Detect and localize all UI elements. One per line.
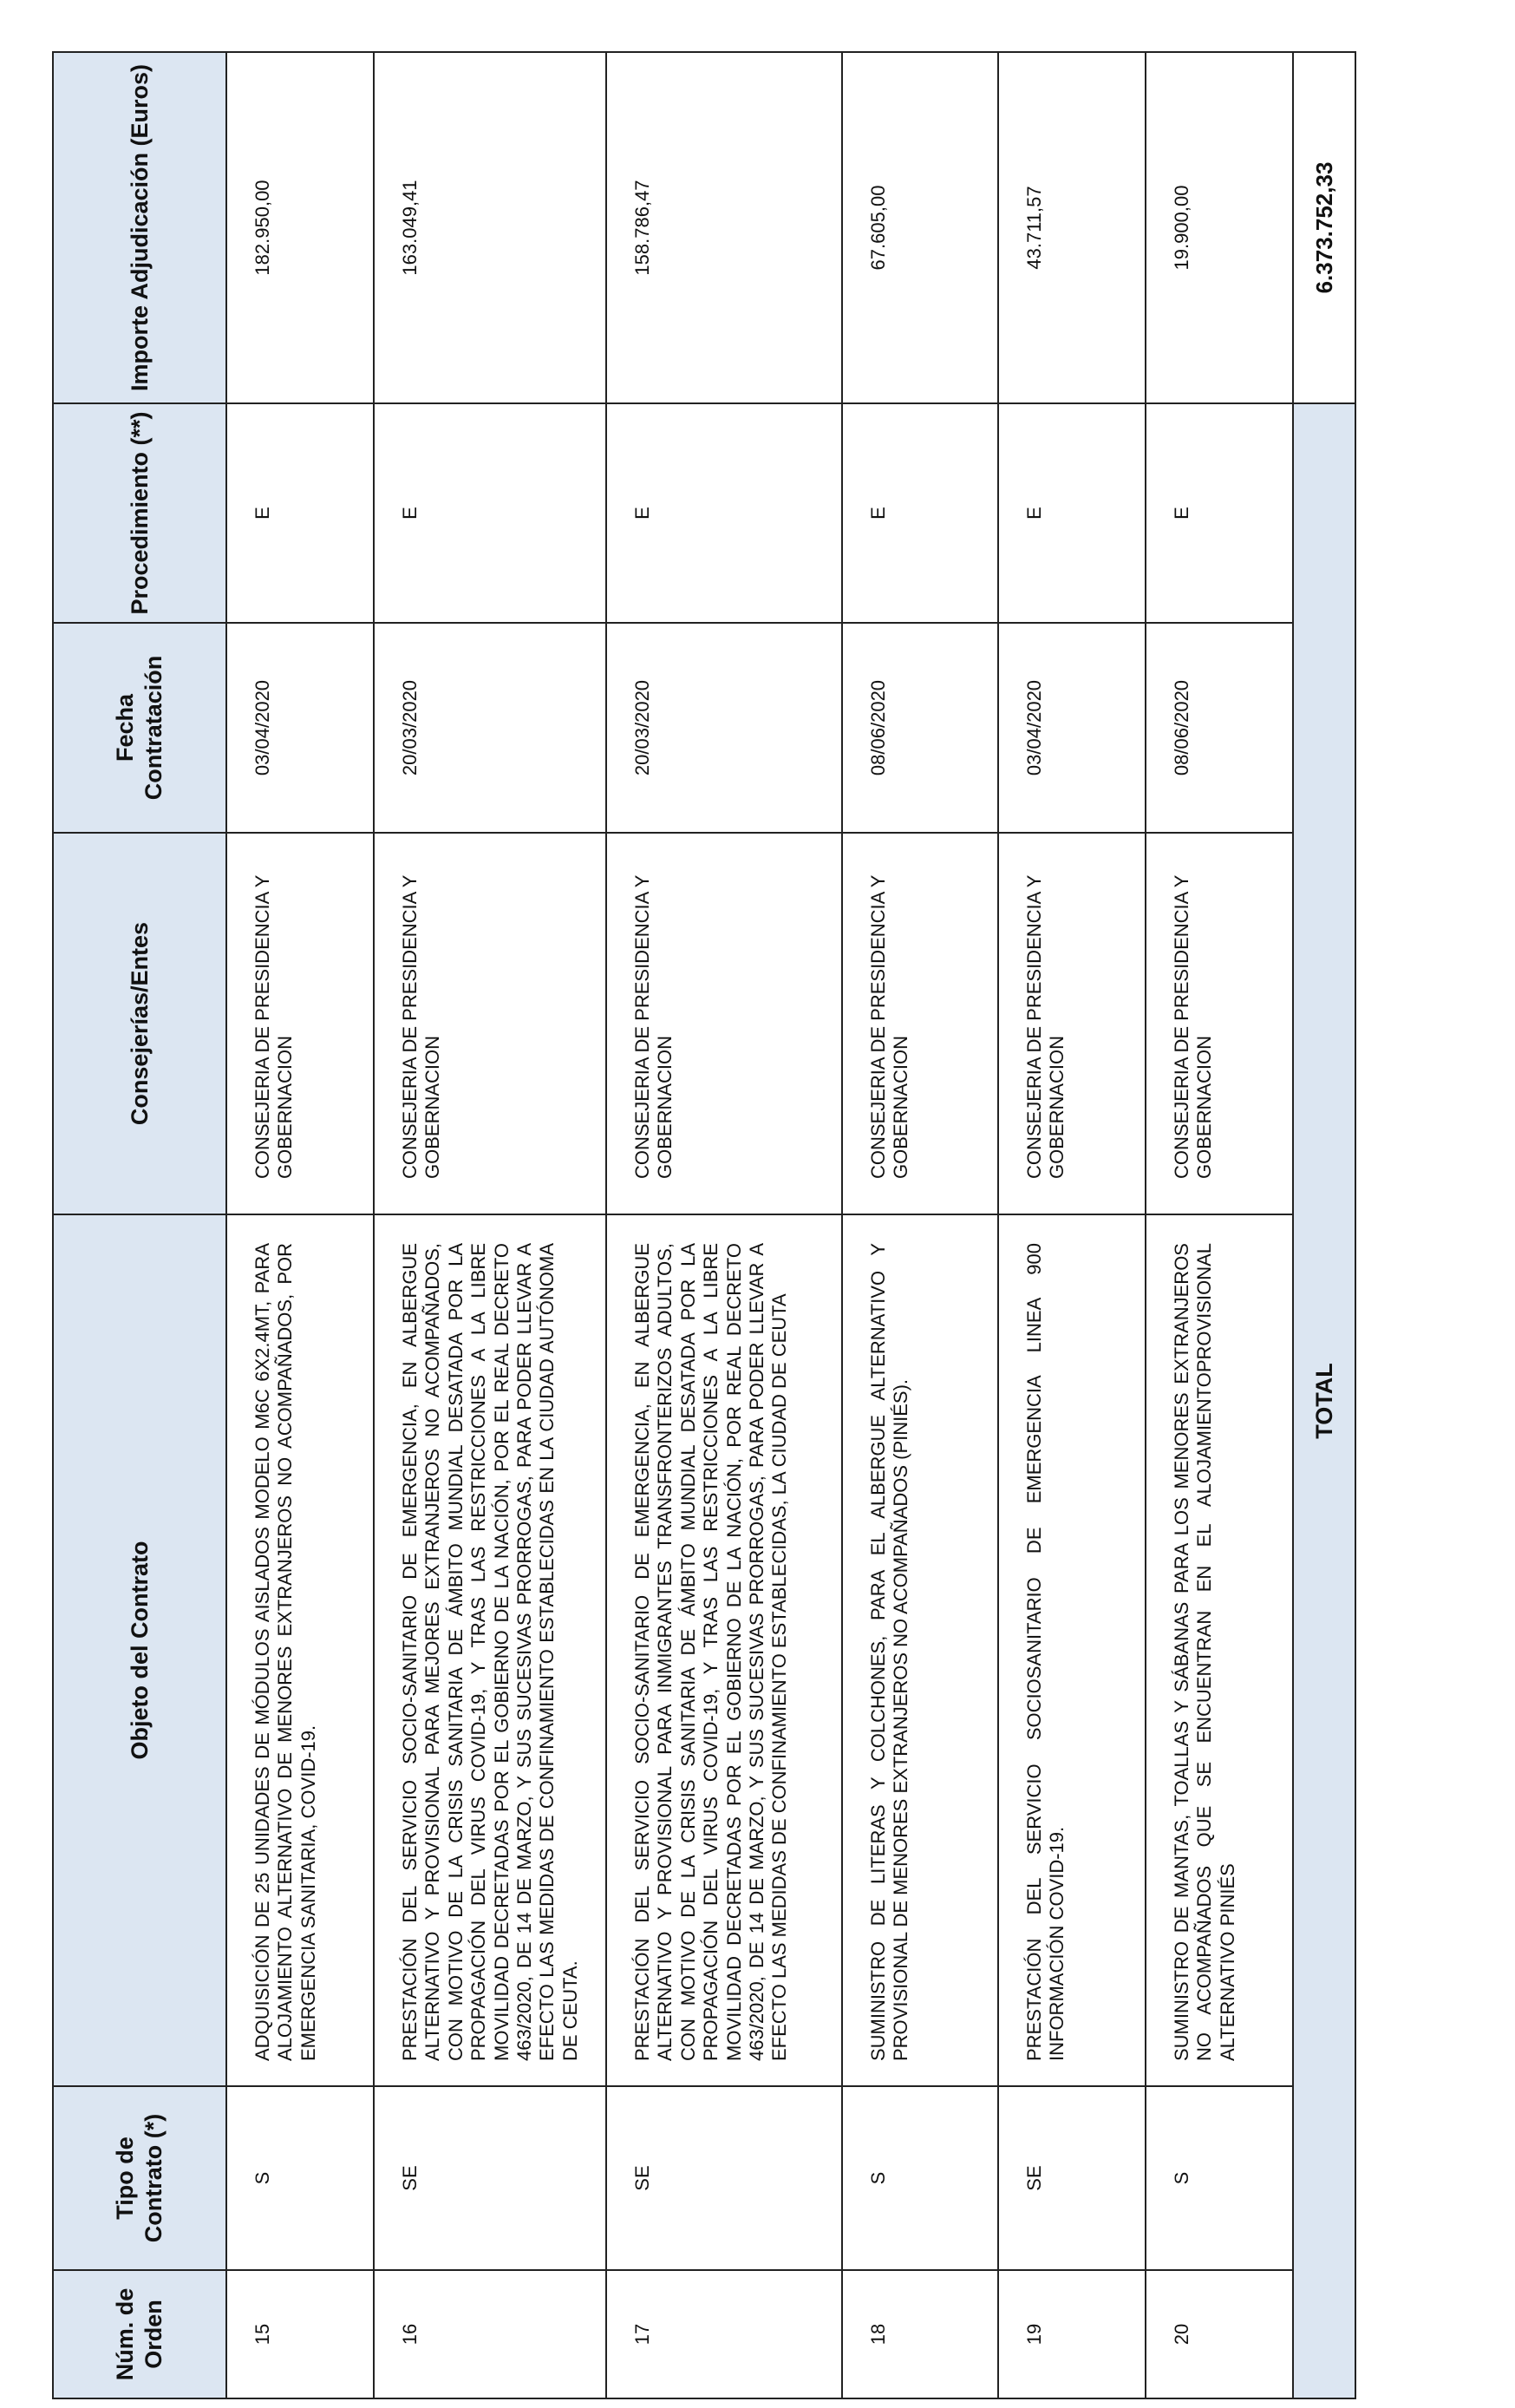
- cell-importe: 43.711,57: [998, 52, 1146, 403]
- cell-importe: 163.049,41: [374, 52, 606, 403]
- total-row: [1293, 52, 1355, 2398]
- header-tipo: Tipo de Contrato (*): [53, 2086, 226, 2270]
- cell-tipo: S: [842, 2086, 998, 2270]
- cell-objeto: PRESTACIÓN DEL SERVICIO SOCIO-SANITARIO DE EMERGENCIA, EN ALBERGUE ALTERNATIVO Y PROVISIONAL PARA MEJORES EXTRANJEROS NO ACOMPAÑADOS, CON MOTIVO DE LA CRISIS SANITARIA DE ÁMBITO MUNDIAL DESATADA POR LA PROPAGACIÓN DEL VIRUS COVID-19, Y TRAS LAS RESTRICCIONES A LA LIBRE MOVILIDAD DECRETADAS POR EL GOBIERNO DE LA NACIÓN, POR EL REAL DECRETO 463/2020, DE 14 DE MARZO, Y SUS SUCESIVAS PRORROGAS, PARA PODER LLEVAR A EFECTO LAS MEDIDAS DE CONFINAMIENTO ESTABLECIDAS EN LA CIUDAD AUTÓNOMA DE CEUTA.: [374, 1214, 606, 2086]
- cell-fecha: 08/06/2020: [1146, 623, 1293, 833]
- cell-fecha: 03/04/2020: [998, 623, 1146, 833]
- header-fecha: Fecha Contratación: [53, 623, 226, 833]
- header-ente: Consejerías/Entes: [53, 833, 226, 1214]
- cell-objeto: ADQUISICIÓN DE 25 UNIDADES DE MÓDULOS AISLADOS MODELO M6C 6X2.4MT, PARA ALOJAMIENTO ALTERNATIVO DE MENORES EXTRANJEROS NO ACOMPAÑADOS, POR EMERGENCIA SANITARIA, COVID-19.: [226, 1214, 374, 2086]
- cell-tipo: SE: [998, 2086, 1146, 2270]
- cell-fecha: 03/04/2020: [226, 623, 374, 833]
- cell-tipo: SE: [374, 2086, 606, 2270]
- cell-fecha: 08/06/2020: [842, 623, 998, 833]
- cell-ente: CONSEJERIA DE PRESIDENCIA Y GOBERNACION: [374, 833, 606, 1214]
- cell-procedimiento: E: [374, 403, 606, 623]
- table-row: [842, 52, 998, 2398]
- total-value: 6.373.752,33: [1293, 52, 1355, 403]
- cell-num: 15: [226, 2270, 374, 2398]
- header-num: Núm. de Orden: [53, 2270, 226, 2398]
- cell-importe: 158.786,47: [606, 52, 842, 403]
- header-objeto: Objeto del Contrato: [53, 1214, 226, 2086]
- cell-ente: CONSEJERIA DE PRESIDENCIA Y GOBERNACION: [1146, 833, 1293, 1214]
- header-procedimiento: Procedimiento (**): [53, 403, 226, 623]
- cell-procedimiento: E: [842, 403, 998, 623]
- cell-tipo: S: [1146, 2086, 1293, 2270]
- cell-importe: 67.605,00: [842, 52, 998, 403]
- cell-num: 19: [998, 2270, 1146, 2398]
- cell-tipo: S: [226, 2086, 374, 2270]
- cell-fecha: 20/03/2020: [374, 623, 606, 833]
- cell-ente: CONSEJERIA DE PRESIDENCIA Y GOBERNACION: [842, 833, 998, 1214]
- table-row: [374, 52, 606, 2398]
- table-row: [998, 52, 1146, 2398]
- table-row: [1146, 52, 1293, 2398]
- cell-importe: 182.950,00: [226, 52, 374, 403]
- cell-objeto: PRESTACIÓN DEL SERVICIO SOCIOSANITARIO DE EMERGENCIA LINEA 900 INFORMACIÓN COVID-19.: [998, 1214, 1146, 2086]
- cell-objeto: SUMINISTRO DE MANTAS, TOALLAS Y SÁBANAS PARA LOS MENORES EXTRANJEROS NO ACOMPAÑADOS QUE SE ENCUENTRAN EN EL ALOJAMIENTOPROVISIONAL ALTERNATIVO PINIÉS: [1146, 1214, 1293, 2086]
- cell-num: 20: [1146, 2270, 1293, 2398]
- cell-objeto: PRESTACIÓN DEL SERVICIO SOCIO-SANITARIO DE EMERGENCIA, EN ALBERGUE ALTERNATIVO Y PROVISIONAL PARA INMIGRANTES TRANSFRONTERIZOS ADULTOS, CON MOTIVO DE LA CRISIS SANITARIA DE ÁMBITO MUNDIAL DESATADA POR LA PROPAGACIÓN DEL VIRUS COVID-19, Y TRAS LAS RESTRICCIONES A LA LIBRE MOVILIDAD DECRETADAS POR EL GOBIERNO DE LA NACIÓN, POR REAL DECRETO 463/2020, DE 14 DE MARZO, Y SUS SUCESIVAS PRORROGAS, PARA PODER LLEVAR A EFECTO LAS MEDIDAS DE CONFINAMIENTO ESTABLECIDAS, LA CIUDAD DE CEUTA: [606, 1214, 842, 2086]
- cell-tipo: SE: [606, 2086, 842, 2270]
- cell-importe: 19.900,00: [1146, 52, 1293, 403]
- cell-num: 17: [606, 2270, 842, 2398]
- contracts-table: [52, 51, 1356, 2399]
- table-row: [226, 52, 374, 2398]
- cell-procedimiento: E: [226, 403, 374, 623]
- cell-num: 16: [374, 2270, 606, 2398]
- header-importe: Importe Adjudicación (Euros): [53, 52, 226, 403]
- cell-fecha: 20/03/2020: [606, 623, 842, 833]
- cell-procedimiento: E: [606, 403, 842, 623]
- cell-ente: CONSEJERIA DE PRESIDENCIA Y GOBERNACION: [606, 833, 842, 1214]
- cell-ente: CONSEJERIA DE PRESIDENCIA Y GOBERNACION: [226, 833, 374, 1214]
- cell-ente: CONSEJERIA DE PRESIDENCIA Y GOBERNACION: [998, 833, 1146, 1214]
- header-row: [53, 52, 226, 2398]
- cell-procedimiento: E: [998, 403, 1146, 623]
- cell-objeto: SUMINISTRO DE LITERAS Y COLCHONES, PARA EL ALBERGUE ALTERNATIVO Y PROVISIONAL DE MENORES EXTRANJEROS NO ACOMPAÑADOS (PINIÉS).: [842, 1214, 998, 2086]
- table-row: [606, 52, 842, 2398]
- cell-procedimiento: E: [1146, 403, 1293, 623]
- total-label: TOTAL: [1293, 403, 1355, 2398]
- cell-num: 18: [842, 2270, 998, 2398]
